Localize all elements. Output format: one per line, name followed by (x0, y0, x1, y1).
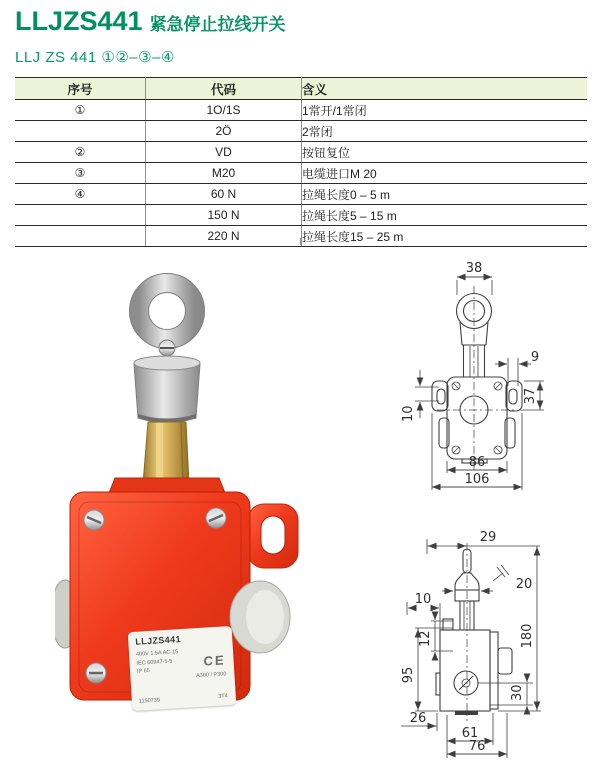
cell-meaning: 2常闭 (302, 121, 588, 142)
table-row (15, 184, 587, 205)
header-no: 序号 (15, 78, 146, 100)
cell-meaning: 电缆进口M 20 (302, 163, 588, 184)
front-view-drawing (395, 250, 604, 496)
table-row (15, 205, 587, 226)
page-title-chinese: 紧急停止拉线开关 (149, 15, 286, 34)
page-title (15, 6, 286, 37)
order-code: LLJ ZS 441 ①②–③–④ (15, 49, 175, 66)
table-row (15, 100, 587, 121)
nameplate-category: A300 / P300 (196, 671, 227, 680)
cell-meaning: 拉绳长度5 – 15 m (302, 205, 588, 226)
mounting-ear (248, 504, 298, 568)
header-meaning: 含义 (302, 78, 588, 100)
code-table (15, 77, 587, 247)
ce-mark: CE (203, 652, 226, 669)
cell-code: VD (146, 142, 302, 163)
cell-no: ③ (15, 163, 146, 184)
side-view-drawing (393, 523, 604, 768)
dim-slot-offset: 9 (530, 350, 540, 365)
dim-body-height: 95 (401, 666, 416, 684)
dim-top-width: 38 (465, 261, 483, 276)
drawing-screws (452, 382, 502, 454)
dim-tab: 12 (418, 630, 433, 647)
cell-code: 150 N (146, 205, 302, 226)
nameplate-standard: IEC 60947-5-5 (136, 658, 173, 667)
header-code: 代码 (146, 78, 302, 100)
dim-slot-length: 10 (401, 405, 416, 422)
table-header-row (15, 78, 587, 100)
dim-total-height: 180 (520, 623, 535, 649)
nameplate-label (128, 626, 237, 711)
table-row (15, 142, 587, 163)
cable-gland-right (230, 581, 290, 653)
cell-meaning: 1常开/1常闭 (302, 100, 588, 121)
brass-shaft (143, 422, 189, 484)
nameplate-rating: 400V 1.5A AC-15 (135, 649, 179, 658)
table-divider-stub (300, 238, 301, 245)
cell-meaning: 拉绳长度15 – 25 m (302, 226, 588, 247)
cell-code: 60 N (146, 184, 302, 205)
nameplate-model: LLJZS441 (134, 634, 182, 647)
dim-foot: 26 (409, 711, 427, 726)
dim-total-width: 106 (464, 472, 490, 487)
cell-code: 2Ö (146, 121, 302, 142)
cell-code: M20 (146, 163, 302, 184)
cell-no: ④ (15, 184, 146, 205)
table-row (15, 163, 587, 184)
cell-code: 1O/1S (146, 100, 302, 121)
table-row (15, 121, 587, 142)
table-divider-stub (145, 238, 146, 245)
nameplate-type: 3T4 (218, 693, 228, 700)
dim-total-width-side: 76 (468, 739, 486, 754)
cell-meaning: 拉绳长度0 – 5 m (302, 184, 588, 205)
eye-bolt (130, 274, 205, 423)
dim-body-width: 86 (468, 455, 486, 470)
cell-meaning: 按钮复位 (302, 142, 588, 163)
nameplate-ip: IP 65 (136, 668, 151, 675)
cell-no: ② (15, 142, 146, 163)
dim-shaft-offset: 10 (414, 592, 432, 607)
cell-no (15, 121, 146, 142)
dim-slot-pitch: 37 (523, 387, 538, 405)
dim-top-offset: 29 (479, 530, 497, 545)
dim-cone-width: 20 (515, 577, 533, 592)
cell-no (15, 226, 146, 247)
table-row (15, 226, 587, 247)
dim-lower: 30 (510, 684, 525, 701)
dim-inner-width: 61 (461, 726, 479, 741)
cell-code: 220 N (146, 226, 302, 247)
nameplate-serial: 1150739 (138, 697, 161, 705)
cell-no: ① (15, 100, 146, 121)
cell-no (15, 205, 146, 226)
page-title-model: LLJZS441 (15, 6, 143, 36)
